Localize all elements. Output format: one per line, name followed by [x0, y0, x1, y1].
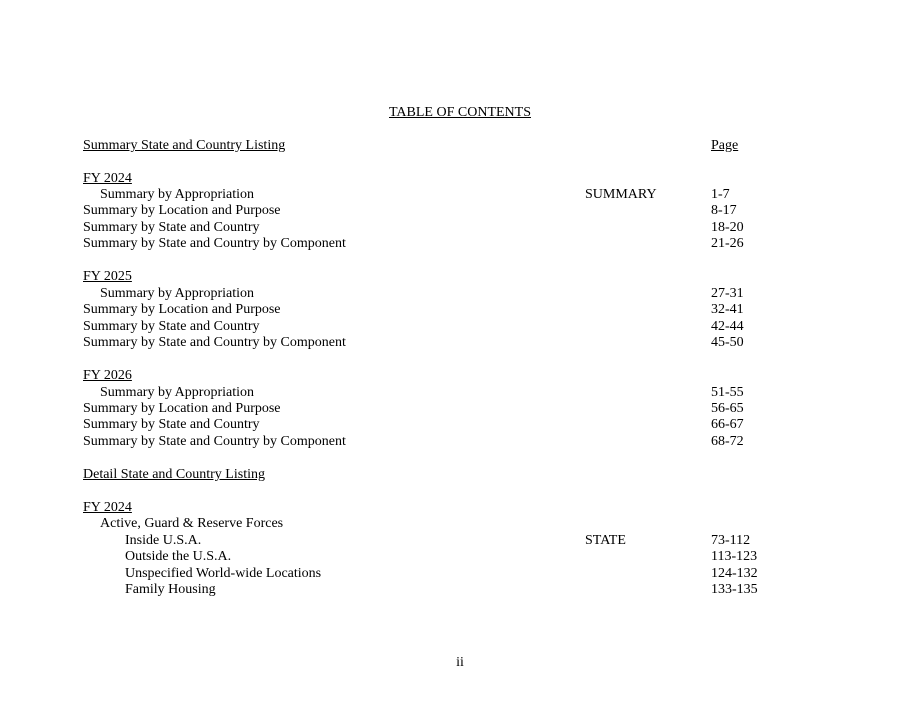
- toc-entry[interactable]: [83, 533, 783, 549]
- toc-entry-page: 42-44: [711, 319, 744, 334]
- toc-entry-page: 45-50: [711, 335, 744, 350]
- detail-fy2024-heading-row: [83, 500, 783, 516]
- toc-entry-label: Summary by Location and Purpose: [83, 401, 281, 416]
- detail-heading-row: [83, 467, 783, 483]
- summary-heading-row: [83, 138, 783, 154]
- toc-entry-page: 18-20: [711, 220, 744, 235]
- toc-entry-label: Inside U.S.A.: [125, 533, 202, 548]
- toc-entry-label: Summary by State and Country: [83, 220, 260, 235]
- toc-entry-page: 124-132: [711, 566, 758, 581]
- detail-heading: Detail State and Country Listing: [83, 467, 265, 482]
- toc-entry-label: Summary by State and Country by Component: [83, 335, 346, 350]
- toc-entry-page: 32-41: [711, 302, 744, 317]
- toc-entry-page: 51-55: [711, 385, 744, 400]
- toc-entry[interactable]: [83, 236, 783, 252]
- fy2026-heading-row: [83, 368, 783, 384]
- toc-entry-label: Summary by Appropriation: [100, 187, 254, 202]
- toc-entry-page: 133-135: [711, 582, 758, 597]
- fy2025-heading-row: [83, 269, 783, 285]
- toc-entry-section: STATE: [585, 533, 626, 548]
- toc-entry[interactable]: [83, 566, 783, 582]
- toc-entry[interactable]: [83, 434, 783, 450]
- toc-entry[interactable]: [83, 319, 783, 335]
- toc-entry-label: Family Housing: [125, 582, 216, 597]
- toc-entry-page: 113-123: [711, 549, 758, 564]
- toc-entry-page: 73-112: [711, 533, 751, 548]
- page-number: ii: [456, 655, 464, 670]
- summary-heading: Summary State and Country Listing: [83, 138, 286, 153]
- group-label: Active, Guard & Reserve Forces: [100, 516, 284, 531]
- toc-entry-page: 1-7: [711, 187, 730, 202]
- fy-heading: FY 2026: [83, 368, 132, 383]
- toc-entry-label: Unspecified World-wide Locations: [125, 566, 322, 581]
- toc-entry-label: Summary by State and Country by Component: [83, 434, 346, 449]
- toc-entry[interactable]: [83, 385, 783, 401]
- toc-entry[interactable]: [83, 401, 783, 417]
- page-title: TABLE OF CONTENTS: [389, 105, 531, 120]
- toc-entry-page: 56-65: [711, 401, 744, 416]
- toc-entry-label: Summary by State and Country: [83, 417, 260, 432]
- toc-entry-page: 27-31: [711, 286, 744, 301]
- toc-entry[interactable]: [83, 286, 783, 302]
- toc-entry-label: Summary by Location and Purpose: [83, 302, 281, 317]
- toc-entry[interactable]: [83, 220, 783, 236]
- fy-heading: FY 2024: [83, 500, 132, 515]
- toc-entry-page: 8-17: [711, 203, 737, 218]
- toc-entry-label: Summary by Appropriation: [100, 286, 254, 301]
- toc-entry-page: 66-67: [711, 417, 744, 432]
- toc-entry[interactable]: [83, 302, 783, 318]
- toc-entry[interactable]: [83, 187, 783, 203]
- toc-entry[interactable]: [83, 417, 783, 433]
- toc-entry-page: 21-26: [711, 236, 744, 251]
- toc-entry-label: Summary by Appropriation: [100, 385, 254, 400]
- page-heading: Page: [711, 138, 739, 153]
- toc-entry-label: Summary by State and Country by Component: [83, 236, 346, 251]
- toc-entry-label: Summary by Location and Purpose: [83, 203, 281, 218]
- fy2024-heading-row: [83, 171, 783, 187]
- toc-entry-page: 68-72: [711, 434, 744, 449]
- toc-entry-label: Outside the U.S.A.: [125, 549, 232, 564]
- toc-entry[interactable]: [83, 549, 783, 565]
- toc-entry[interactable]: [83, 203, 783, 219]
- toc-entry[interactable]: [83, 335, 783, 351]
- fy-heading: FY 2025: [83, 269, 132, 284]
- toc-entry[interactable]: [83, 582, 783, 598]
- group-label-row: [83, 516, 783, 532]
- toc-entry-label: Summary by State and Country: [83, 319, 260, 334]
- fy-heading: FY 2024: [83, 171, 132, 186]
- toc-entry-section: SUMMARY: [585, 187, 657, 202]
